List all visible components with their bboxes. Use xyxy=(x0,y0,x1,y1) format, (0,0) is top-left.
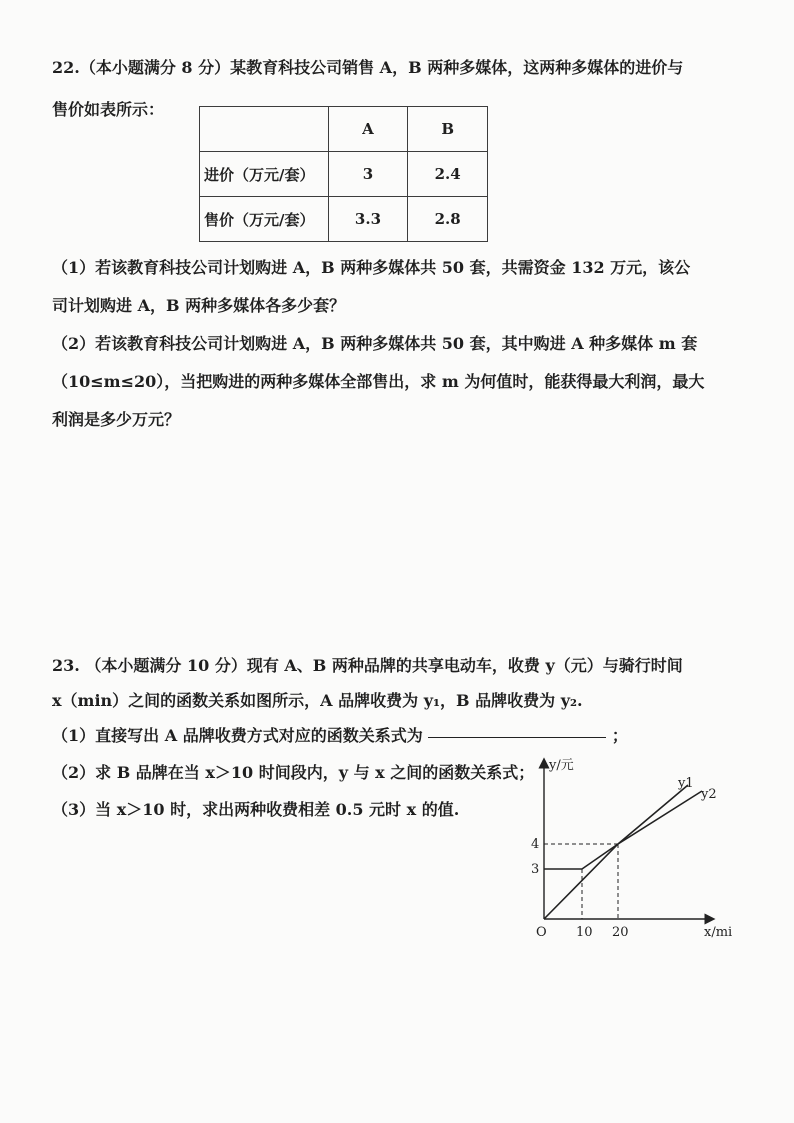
table-row-price-a: 3.3 xyxy=(328,197,408,242)
q23-part1-text: （1）直接写出 A 品牌收费方式对应的函数关系式为 xyxy=(52,726,423,745)
table-row-price-label: 售价（万元/套） xyxy=(200,197,329,242)
table-header-b: B xyxy=(408,107,488,152)
y-tick-3: 3 xyxy=(531,862,540,877)
table-row-cost-a: 3 xyxy=(328,152,408,197)
y1-label: y1 xyxy=(678,776,694,791)
y-tick-4: 4 xyxy=(531,837,540,852)
table-row-cost-b: 2.4 xyxy=(408,152,488,197)
x-tick-10: 10 xyxy=(576,925,593,940)
q23-part1-end: ； xyxy=(611,726,628,745)
line-y1 xyxy=(544,785,688,919)
q23-part3: （3）当 x＞10 时，求出两种收费相差 0.5 元时 x 的值. xyxy=(52,800,460,819)
price-table xyxy=(199,106,488,242)
line-y2 xyxy=(544,791,702,869)
function-graph xyxy=(520,755,760,945)
x-axis-label: x/mi xyxy=(704,925,733,940)
x-tick-20: 20 xyxy=(612,925,629,940)
origin-label: O xyxy=(536,925,547,940)
q22-part2-line1: （2）若该教育科技公司计划购进 A，B 两种多媒体共 50 套，其中购进 A 种多媒体 m 套 xyxy=(52,334,698,353)
q23-intro-line1: 23. （本小题满分 10 分）现有 A、B 两种品牌的共享电动车，收费 y（元）与骑行时间 xyxy=(52,656,683,675)
q22-part1-line1: （1）若该教育科技公司计划购进 A，B 两种多媒体共 50 套，共需资金 132 万元，该公 xyxy=(52,258,691,277)
table-row-cost-label: 进价（万元/套） xyxy=(200,152,329,197)
table-row-price-b: 2.8 xyxy=(408,197,488,242)
q22-intro-line1: 22.（本小题满分 8 分）某教育科技公司销售 A，B 两种多媒体，这两种多媒体的进价与 xyxy=(52,58,684,77)
q23-part2: （2）求 B 品牌在当 x＞10 时间段内，y 与 x 之间的函数关系式； xyxy=(52,763,535,782)
y2-label: y2 xyxy=(701,787,717,802)
q23-part1 xyxy=(52,726,628,746)
answer-blank[interactable] xyxy=(428,737,606,738)
q23-intro-line2: x（min）之间的函数关系如图所示，A 品牌收费为 y₁，B 品牌收费为 y₂. xyxy=(52,691,583,710)
q22-intro-line2: 售价如表所示： xyxy=(52,100,165,119)
table-corner xyxy=(200,107,329,152)
y-axis-label: y/元 xyxy=(549,758,574,773)
q22-part1-line2: 司计划购进 A，B 两种多媒体各多少套？ xyxy=(52,296,346,315)
q22-part2-line3: 利润是多少万元？ xyxy=(52,410,181,429)
q22-part2-line2: （10≤m≤20），当把购进的两种多媒体全部售出，求 m 为何值时，能获得最大利润，最大 xyxy=(52,372,705,391)
table-header-a: A xyxy=(328,107,408,152)
